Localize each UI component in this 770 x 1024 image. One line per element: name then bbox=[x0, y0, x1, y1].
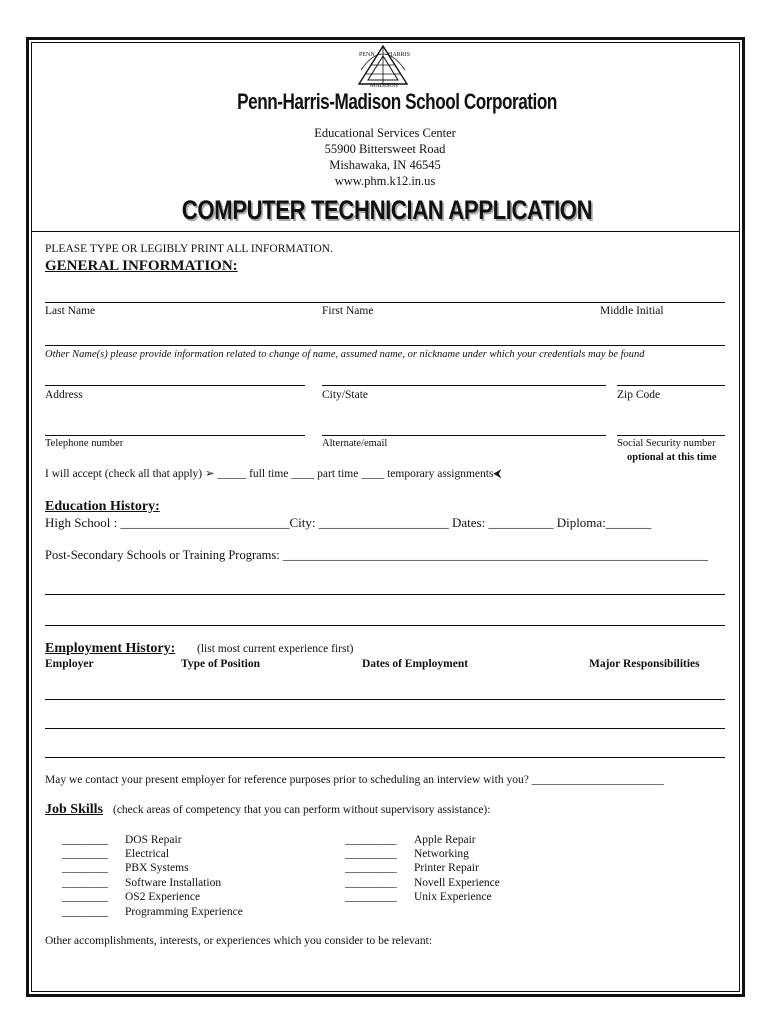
contact-employer-question[interactable]: May we contact your present employer for reference purposes prior to scheduling an interview with you? _______________________ bbox=[45, 774, 664, 786]
high-school-line[interactable]: High School : __________________________City: ____________________ Dates: __________ Diploma:_______ bbox=[45, 515, 652, 530]
employment-entry-line[interactable] bbox=[45, 757, 725, 758]
post-secondary-line[interactable]: Post-Secondary Schools or Training Programs: ____________________________________________________________________ bbox=[45, 548, 708, 562]
job-skills-heading: Job Skills bbox=[45, 802, 103, 817]
other-names-label: Other Name(s) please provide information related to change of name, assumed name, or nickname under which your credentials may be found bbox=[45, 349, 645, 360]
instructions: PLEASE TYPE OR LEGIBLY PRINT ALL INFORMATION. bbox=[45, 243, 333, 255]
skill-blank[interactable]: ________ bbox=[62, 834, 108, 846]
education-heading: Education History: bbox=[45, 499, 160, 514]
skill-apple-repair: Apple Repair bbox=[414, 834, 476, 846]
skill-blank[interactable]: _________ bbox=[345, 891, 397, 903]
skill-electrical: Electrical bbox=[125, 848, 170, 860]
skill-blank[interactable]: _________ bbox=[345, 848, 397, 860]
zip-label: Zip Code bbox=[617, 389, 661, 401]
city-state-label: City/State bbox=[322, 389, 368, 401]
ssn-label: Social Security number bbox=[617, 438, 716, 449]
position-column: Type of Position bbox=[181, 658, 261, 670]
other-names-input-line[interactable] bbox=[45, 345, 725, 346]
skill-blank[interactable]: _________ bbox=[345, 862, 397, 874]
logo-text-madison: MADISON bbox=[370, 83, 399, 89]
middle-initial-label: Middle Initial bbox=[600, 305, 664, 317]
employment-entry-line[interactable] bbox=[45, 728, 725, 729]
post-secondary-line-3[interactable] bbox=[45, 625, 725, 626]
form-title: COMPUTER TECHNICIAN APPLICATION bbox=[181, 195, 593, 225]
logo-text-penn: PENN bbox=[359, 52, 375, 58]
skill-pbx-systems: PBX Systems bbox=[125, 862, 189, 874]
skill-printer-repair: Printer Repair bbox=[414, 862, 479, 874]
dates-column: Dates of Employment bbox=[362, 658, 469, 670]
district-logo bbox=[355, 44, 411, 90]
skill-dos-repair: DOS Repair bbox=[125, 834, 182, 846]
responsibilities-column: Major Responsibilities bbox=[589, 658, 700, 670]
employment-type-line[interactable]: I will accept (check all that apply) ➢ _____ full time ____ part time ____ temporary assignments⮜ bbox=[45, 468, 502, 480]
alternate-label: Alternate/email bbox=[322, 438, 388, 449]
skill-blank[interactable]: _________ bbox=[345, 834, 397, 846]
skill-blank[interactable]: _________ bbox=[345, 877, 397, 889]
general-info-heading: GENERAL INFORMATION: bbox=[45, 258, 238, 274]
employment-entry-line[interactable] bbox=[45, 699, 725, 700]
logo-text-harris: HARRIS bbox=[388, 52, 411, 58]
telephone-input-line[interactable] bbox=[45, 435, 305, 436]
skill-programming-experience: Programming Experience bbox=[125, 906, 243, 918]
skill-novell-experience: Novell Experience bbox=[414, 877, 500, 889]
employment-note: (list most current experience first) bbox=[197, 643, 354, 655]
skill-blank[interactable]: ________ bbox=[62, 848, 108, 860]
skill-software-installation: Software Installation bbox=[125, 877, 222, 889]
address-line-2: 55900 Bittersweet Road bbox=[324, 142, 446, 156]
skill-blank[interactable]: ________ bbox=[62, 906, 108, 918]
address-input-line[interactable] bbox=[45, 385, 305, 386]
ssn-input-line[interactable] bbox=[617, 435, 725, 436]
skill-unix-experience: Unix Experience bbox=[414, 891, 492, 903]
address-line-3: Mishawaka, IN 46545 bbox=[329, 158, 441, 172]
website: www.phm.k12.in.us bbox=[334, 174, 436, 188]
job-skills-note: (check areas of competency that you can perform without supervisory assistance): bbox=[113, 804, 491, 816]
ssn-optional-note: optional at this time bbox=[627, 452, 717, 463]
skill-os2-experience: OS2 Experience bbox=[125, 891, 201, 903]
telephone-label: Telephone number bbox=[45, 438, 124, 449]
name-input-line[interactable] bbox=[45, 302, 725, 303]
organization-name: Penn-Harris-Madison School Corporation bbox=[237, 89, 557, 114]
skill-networking: Networking bbox=[414, 848, 469, 860]
address-line-1: Educational Services Center bbox=[314, 126, 456, 140]
first-name-label: First Name bbox=[322, 305, 374, 317]
last-name-label: Last Name bbox=[45, 305, 96, 317]
post-secondary-line-2[interactable] bbox=[45, 594, 725, 595]
skill-blank[interactable]: ________ bbox=[62, 862, 108, 874]
employment-heading: Employment History: bbox=[45, 641, 176, 656]
alternate-input-line[interactable] bbox=[322, 435, 606, 436]
address-label: Address bbox=[45, 389, 83, 401]
other-accomplishments-label: Other accomplishments, interests, or experiences which you consider to be relevant: bbox=[45, 935, 433, 947]
employer-column: Employer bbox=[45, 658, 94, 670]
zip-input-line[interactable] bbox=[617, 385, 725, 386]
city-state-input-line[interactable] bbox=[322, 385, 606, 386]
header-divider bbox=[31, 231, 740, 232]
skill-blank[interactable]: ________ bbox=[62, 891, 108, 903]
skill-blank[interactable]: ________ bbox=[62, 877, 108, 889]
